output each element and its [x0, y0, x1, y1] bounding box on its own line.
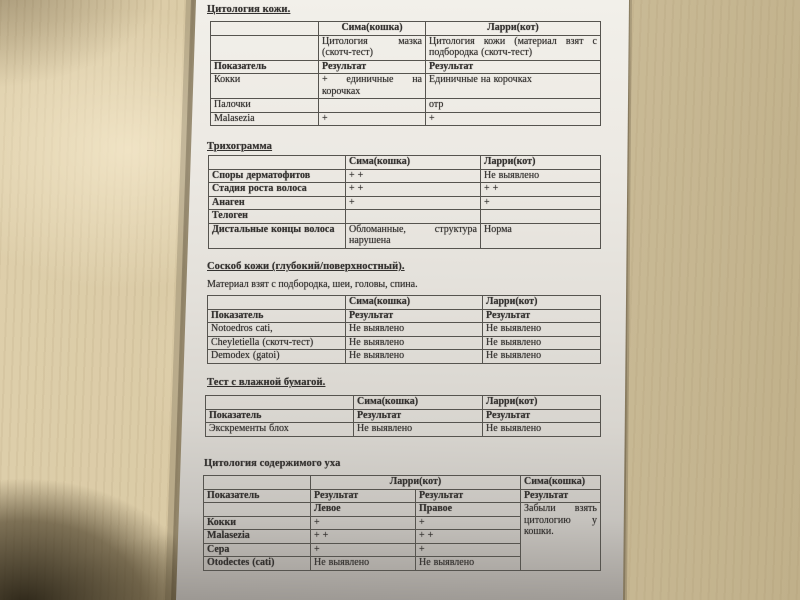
table-cell: Палочки — [211, 99, 319, 113]
table-cell: + + — [346, 169, 481, 183]
table-cell: + — [319, 112, 426, 126]
table-row — [208, 350, 601, 364]
table-row — [208, 336, 601, 350]
table-row — [211, 99, 601, 113]
section-title: Цитология кожи. — [207, 4, 291, 15]
table-cell: Не выявлено — [483, 350, 601, 364]
table-row — [208, 323, 601, 337]
table-row — [211, 35, 601, 60]
table-cell: Demodex (gatoi) — [208, 350, 346, 364]
section-wet-paper-test — [203, 376, 603, 437]
table-row — [209, 183, 601, 197]
table-cell: Результат — [426, 60, 601, 74]
table-cell: Результат — [483, 309, 601, 323]
table-cell: Дистальные концы волоса — [209, 223, 346, 248]
table-cell: + — [481, 196, 601, 210]
table-cell: + + — [481, 183, 601, 197]
table-row — [208, 309, 601, 323]
table-cell: + — [311, 543, 416, 557]
ear-cytology-table — [203, 475, 601, 571]
skin-cytology-table — [210, 21, 601, 126]
table-cell: Норма — [481, 223, 601, 248]
table-cell: Экскременты блох — [206, 423, 354, 437]
table-cell: Не выявлено — [416, 557, 521, 571]
table-row — [209, 169, 601, 183]
table-cell: Результат — [319, 60, 426, 74]
table-row — [211, 112, 601, 126]
table-cell: Результат — [311, 489, 416, 503]
table-cell — [211, 35, 319, 60]
section-skin-cytology — [203, 3, 603, 126]
table-cell: Notoedros cati, — [208, 323, 346, 337]
table-cell: Результат — [346, 309, 483, 323]
section-subtitle: Материал взят с подбородка, шеи, головы, спина. — [207, 279, 418, 290]
table-cell — [204, 503, 311, 517]
table-cell: + + — [416, 530, 521, 544]
table-cell: Анаген — [209, 196, 346, 210]
table-cell — [211, 22, 319, 36]
table-cell: Цитология кожи (материал взят с подбородка (скотч-тест) — [426, 35, 601, 60]
skin-scraping-table — [207, 295, 601, 364]
table-cell: + — [311, 516, 416, 530]
table-cell: Стадия роста волоса — [209, 183, 346, 197]
table-cell: Сима(кошка) — [354, 396, 483, 410]
section-title: Цитология содержимого уха — [204, 458, 341, 469]
table-cell: + — [416, 543, 521, 557]
section-title: Соскоб кожи (глубокий/поверхностный). — [207, 261, 405, 272]
table-row — [204, 476, 601, 490]
wet-paper-test-table — [205, 395, 601, 437]
table-row — [206, 423, 601, 437]
table-cell: Malasezia — [211, 112, 319, 126]
table-cell: Сима(кошка) — [521, 476, 601, 490]
table-cell: Ларри(кот) — [481, 156, 601, 170]
table-cell: Результат — [483, 409, 601, 423]
table-cell — [209, 156, 346, 170]
table-row — [206, 409, 601, 423]
table-cell: Сима(кошка) — [319, 22, 426, 36]
trichogram-table — [208, 155, 601, 249]
table-cell: Cheyletiella (скотч-тест) — [208, 336, 346, 350]
table-cell: Цитология мазка (скотч-тест) — [319, 35, 426, 60]
table-cell: Телоген — [209, 210, 346, 224]
table-row — [209, 210, 601, 224]
table-row — [211, 22, 601, 36]
section-title: Трихограмма — [207, 141, 273, 152]
table-cell: Показатель — [208, 309, 346, 323]
table-cell: Не выявлено — [354, 423, 483, 437]
table-row — [208, 296, 601, 310]
section-trichogram — [203, 140, 603, 249]
table-cell: Otodectes (cati) — [204, 557, 311, 571]
table-cell: Malasezia — [204, 530, 311, 544]
table-cell: Ларри(кот) — [426, 22, 601, 36]
table-row — [209, 196, 601, 210]
table-cell: + — [346, 196, 481, 210]
table-cell: Не выявлено — [346, 336, 483, 350]
table-cell: Не выявлено — [346, 323, 483, 337]
table-cell: Не выявлено — [483, 323, 601, 337]
table-cell — [481, 210, 601, 224]
table-cell: Не выявлено — [483, 336, 601, 350]
table-cell: Сера — [204, 543, 311, 557]
table-row — [211, 60, 601, 74]
document-content — [203, 0, 603, 600]
table-cell: + — [426, 112, 601, 126]
table-cell: Не выявлено — [483, 423, 601, 437]
table-row — [204, 489, 601, 503]
table-cell — [208, 296, 346, 310]
table-cell: Ларри(кот) — [483, 296, 601, 310]
table-cell: Показатель — [204, 489, 311, 503]
table-cell: Показатель — [211, 60, 319, 74]
table-cell — [319, 99, 426, 113]
table-row — [211, 74, 601, 99]
table-cell: Кокки — [204, 516, 311, 530]
section-skin-scraping — [203, 260, 603, 364]
table-row — [209, 223, 601, 248]
table-cell — [206, 396, 354, 410]
table-cell: + — [416, 516, 521, 530]
table-cell: + единичные на корочках — [319, 74, 426, 99]
table-cell: Обломанные, структура нарушена — [346, 223, 481, 248]
table-cell: Показатель — [206, 409, 354, 423]
table-cell: Ларри(кот) — [483, 396, 601, 410]
table-cell: Ларри(кот) — [311, 476, 521, 490]
section-ear-cytology — [203, 457, 603, 571]
table-row — [206, 396, 601, 410]
table-cell: Левое — [311, 503, 416, 517]
table-cell — [204, 476, 311, 490]
table-cell: Не выявлено — [311, 557, 416, 571]
table-cell: Не выявлено — [346, 350, 483, 364]
table-cell: Единичные на корочках — [426, 74, 601, 99]
table-cell: Сима(кошка) — [346, 156, 481, 170]
section-title: Тест с влажной бумагой. — [207, 377, 326, 388]
table-cell: Результат — [416, 489, 521, 503]
table-row — [209, 156, 601, 170]
table-cell: + + — [311, 530, 416, 544]
table-cell: Забыли взять цитологию у кошки. — [521, 503, 601, 571]
table-cell — [346, 210, 481, 224]
table-cell: Сима(кошка) — [346, 296, 483, 310]
table-cell: Не выявлено — [481, 169, 601, 183]
table-cell: Споры дерматофитов — [209, 169, 346, 183]
table-cell: Результат — [354, 409, 483, 423]
table-cell: + + — [346, 183, 481, 197]
table-cell: отр — [426, 99, 601, 113]
table-row — [204, 503, 601, 517]
table-cell: Правое — [416, 503, 521, 517]
table-cell: Кокки — [211, 74, 319, 99]
table-cell: Результат — [521, 489, 601, 503]
